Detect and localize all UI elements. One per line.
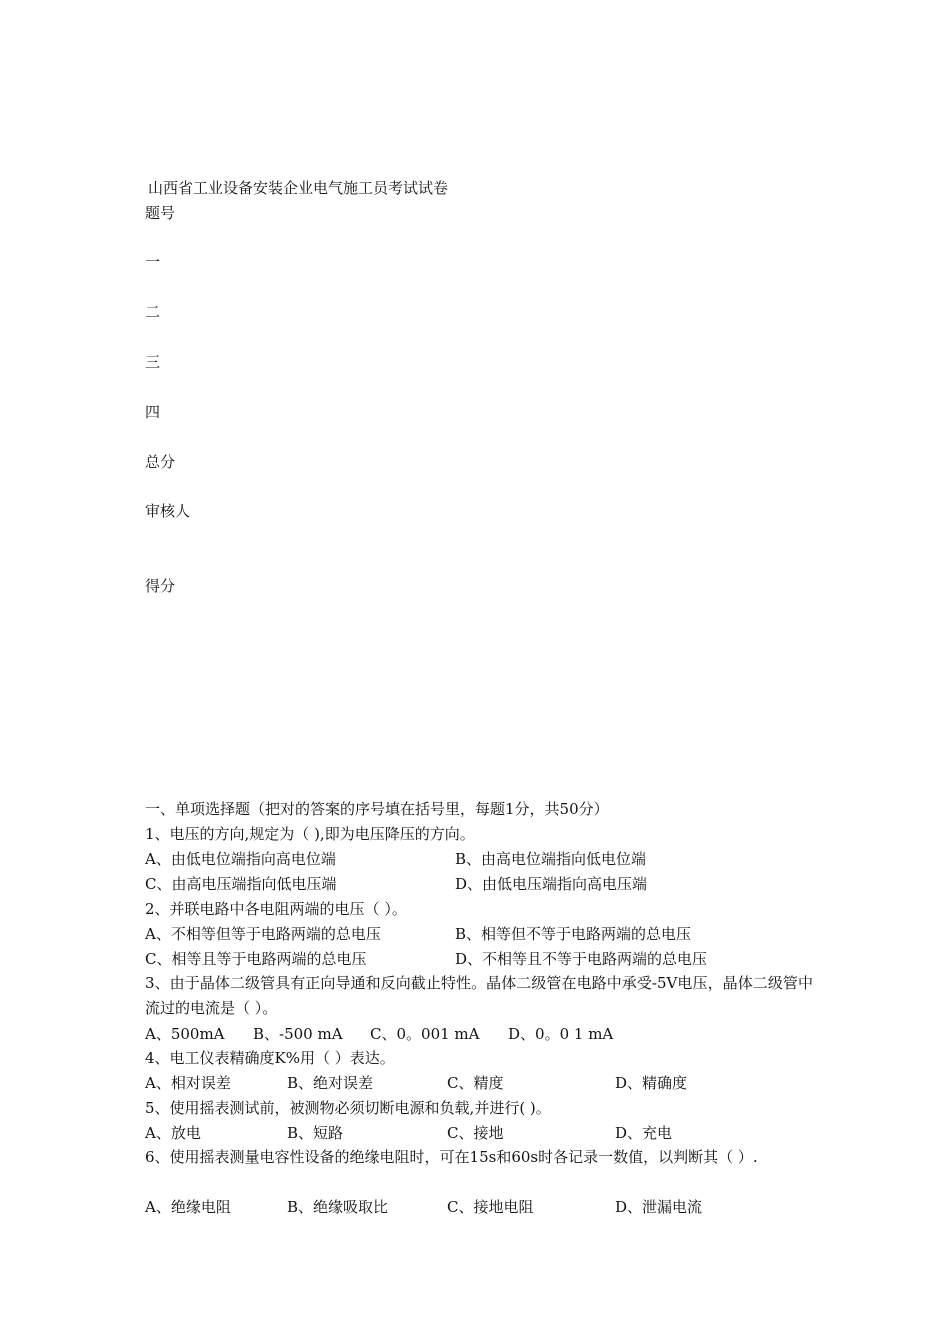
question-stem: 4、电工仪表精确度K%用（ ）表达。 xyxy=(145,1049,395,1067)
option-d: D、由低电压端指向高电压端 xyxy=(455,875,648,893)
score-row-label: 总分 xyxy=(145,453,176,471)
option-c: C、接地电阻 xyxy=(447,1198,534,1216)
score-row-label: 二 xyxy=(145,303,161,321)
page-title: 山西省工业设备安装企业电气施工员考试试卷 xyxy=(148,179,449,197)
score-row-label: 题号 xyxy=(145,204,176,222)
score-row-label: 三 xyxy=(145,353,161,371)
option-a: A、相对误差 xyxy=(145,1074,231,1092)
option-b: B、短路 xyxy=(287,1124,344,1142)
question-stem: 2、并联电路中各电阻两端的电压（ ）。 xyxy=(145,900,407,918)
option-b: B、-500 mA xyxy=(253,1025,343,1043)
option-b: B、绝缘吸取比 xyxy=(287,1198,389,1216)
score-row-label: 一 xyxy=(145,253,161,271)
score-row-label: 审核人 xyxy=(145,502,191,520)
option-c: C、相等且等于电路两端的总电压 xyxy=(145,950,367,968)
option-b: B、绝对误差 xyxy=(287,1074,374,1092)
option-d: D、0。0 1 mA xyxy=(508,1025,614,1043)
score-row-label: 四 xyxy=(145,403,161,421)
option-c: C、0。001 mA xyxy=(370,1025,480,1043)
option-c: C、接地 xyxy=(447,1124,504,1142)
option-a: A、放电 xyxy=(145,1124,201,1142)
score-row-label: 得分 xyxy=(145,577,176,595)
option-c: C、由高电压端指向低电压端 xyxy=(145,875,337,893)
option-a: A、不相等但等于电路两端的总电压 xyxy=(145,925,381,943)
option-d: D、充电 xyxy=(615,1124,673,1142)
option-b: B、相等但不等于电路两端的总电压 xyxy=(455,925,692,943)
question-stem: 1、电压的方向,规定为（ ),即为电压降压的方向。 xyxy=(145,825,475,843)
section-heading: 一、单项选择题（把对的答案的序号填在括号里，每题1分，共50分） xyxy=(145,800,609,818)
question-stem: 5、使用摇表测试前，被测物必须切断电源和负载,并进行( )。 xyxy=(145,1099,551,1117)
option-d: D、不相等且不等于电路两端的总电压 xyxy=(455,950,708,968)
option-d: D、精确度 xyxy=(615,1074,688,1092)
option-b: B、由高电位端指向低电位端 xyxy=(455,850,647,868)
option-a: A、由低电位端指向高电位端 xyxy=(145,850,336,868)
option-c: C、精度 xyxy=(447,1074,504,1092)
question-stem: 3、由于晶体二级管具有正向导通和反向截止特性。晶体二级管在电路中承受-5V电压，晶体二级管中流过的电流是（ ）。 xyxy=(145,974,813,1017)
question-stem: 6、使用摇表测量电容性设备的绝缘电阻时，可在15s和60s时各记录一数值，以判断其（ ）. xyxy=(145,1148,758,1166)
option-a: A、500mA xyxy=(145,1025,225,1043)
option-d: D、泄漏电流 xyxy=(615,1198,703,1216)
option-a: A、绝缘电阻 xyxy=(145,1198,231,1216)
